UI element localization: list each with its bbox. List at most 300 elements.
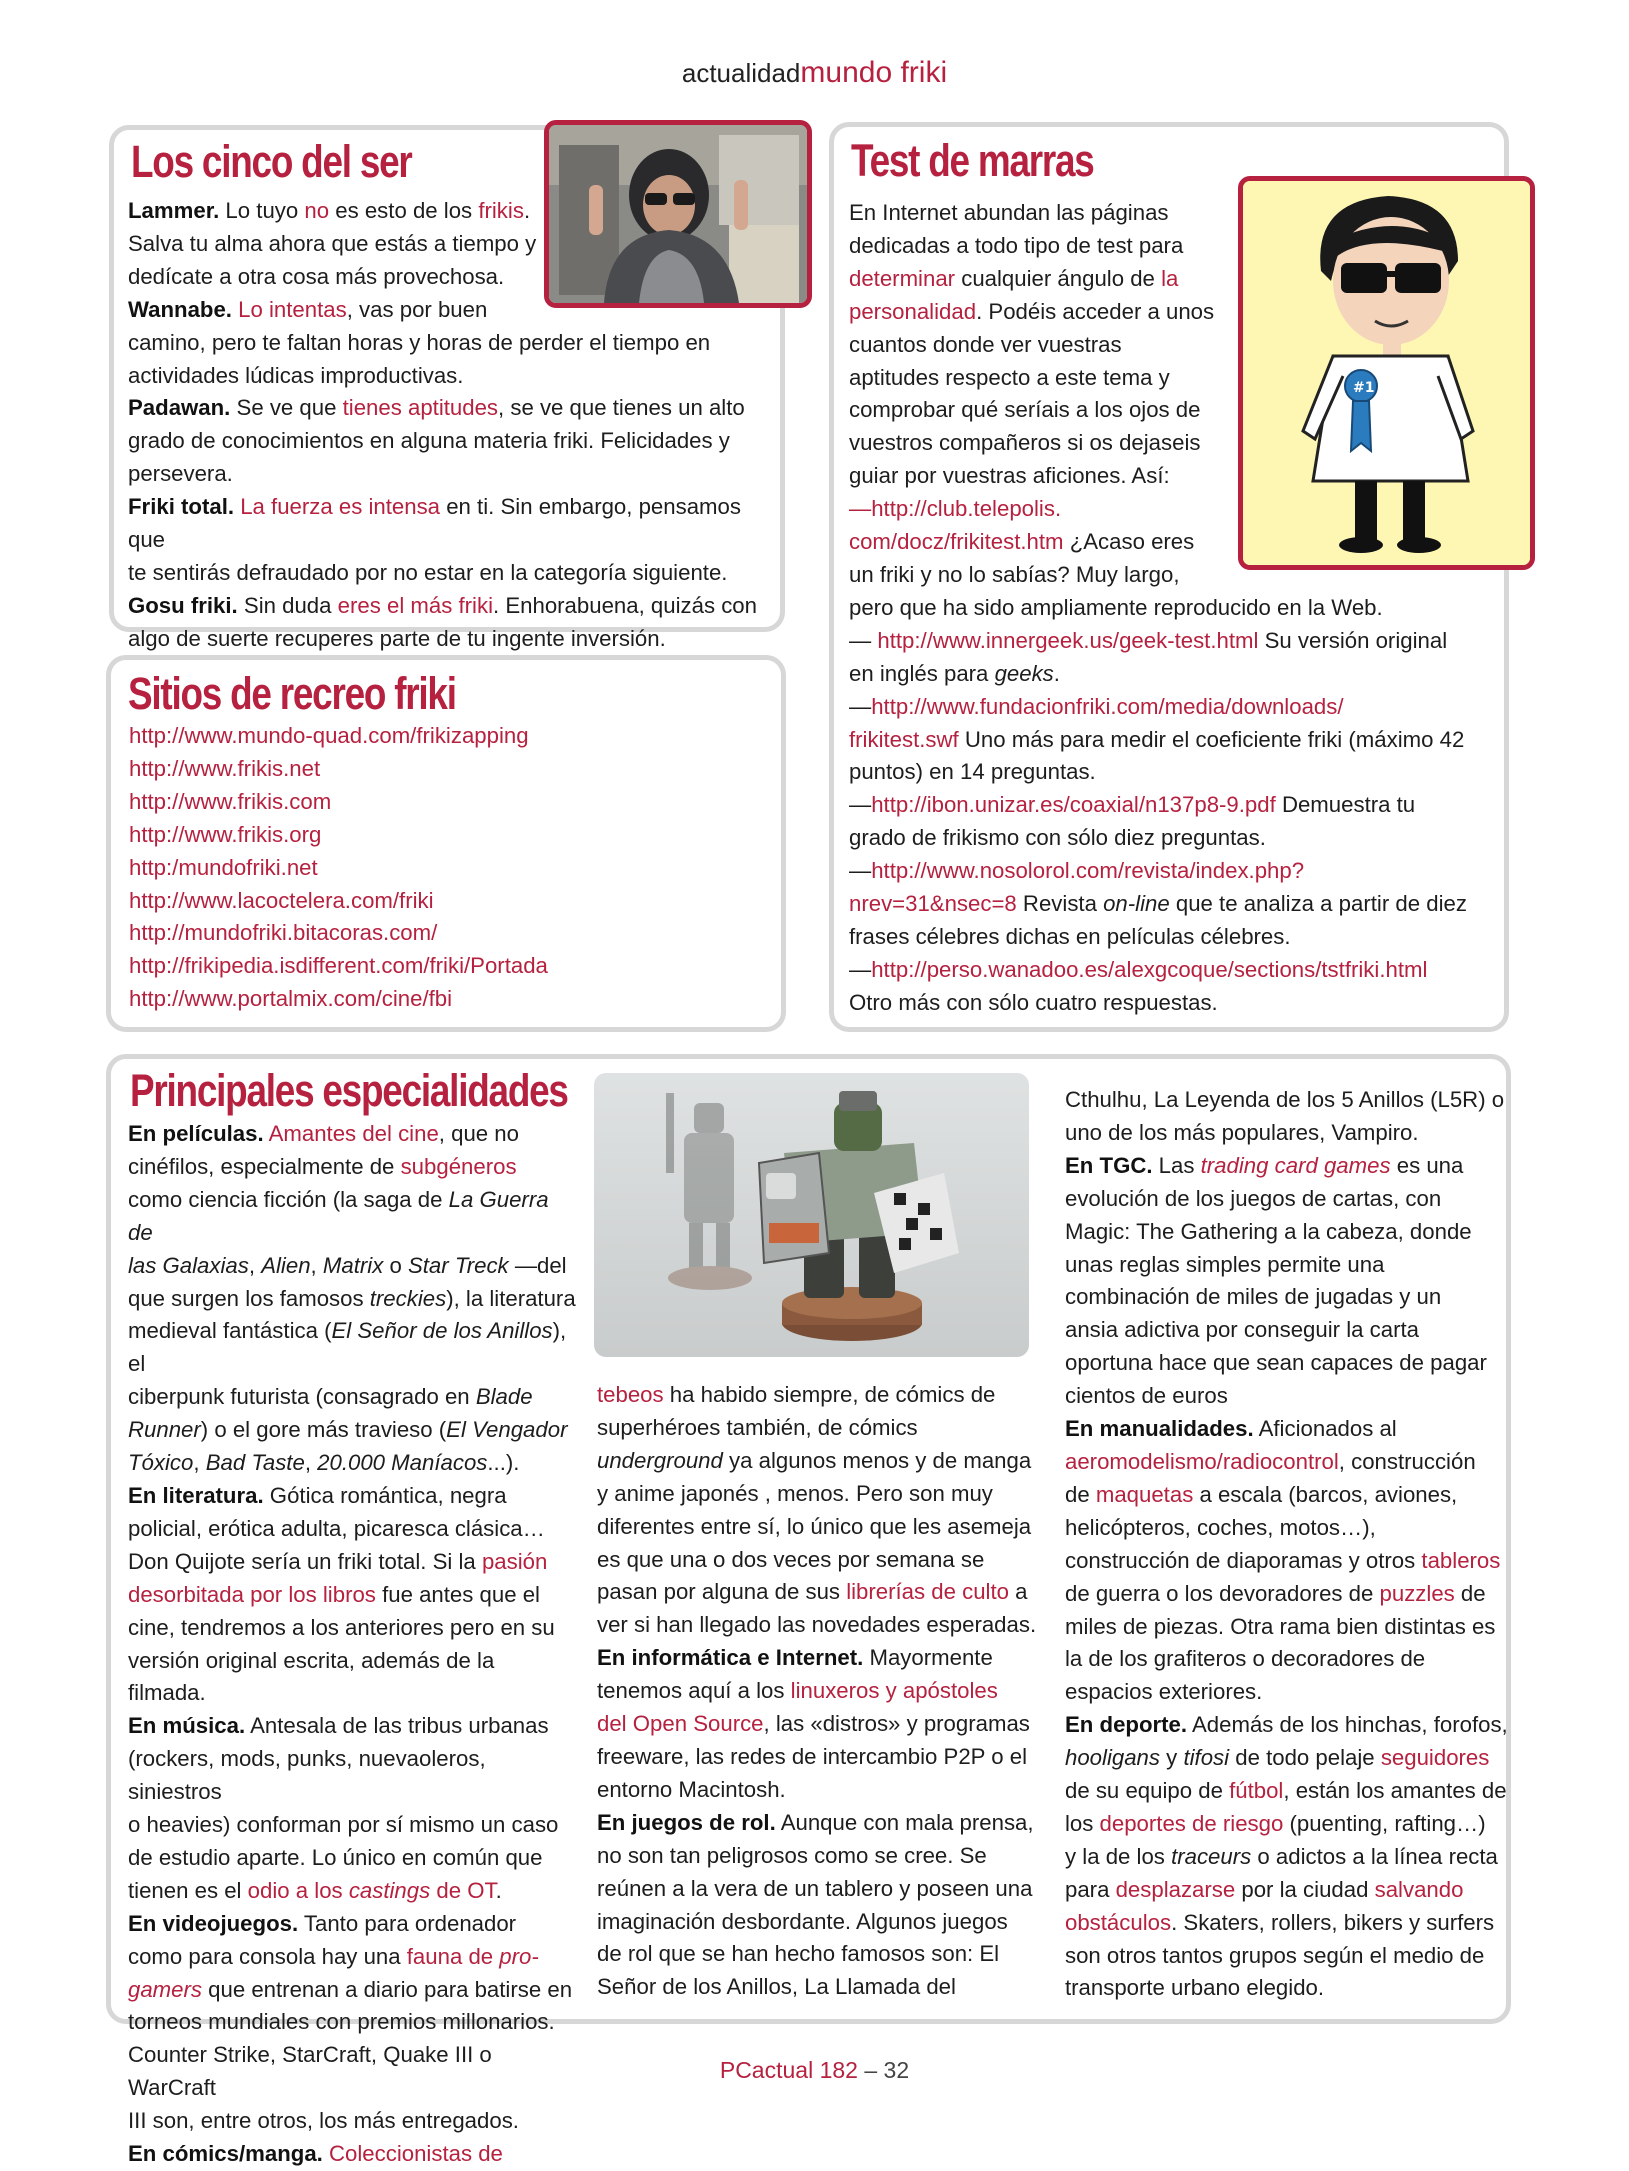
highlight-keyword[interactable]: pro- (499, 1943, 539, 1969)
bold-term: En música. (128, 1713, 246, 1739)
text-line (128, 1513, 578, 1546)
text-run: Mayormente (863, 1645, 993, 1671)
text-line (597, 1840, 1047, 1873)
highlight-keyword[interactable]: Amantes del cine (268, 1121, 439, 1146)
box-sitios (106, 655, 786, 1032)
text-run: grado de conocimientos en alguna materia friki. Felicidades y (128, 428, 730, 454)
text-line (128, 2006, 578, 2039)
text-run: de todo pelaje (1229, 1745, 1381, 1771)
text-line (597, 1873, 1047, 1906)
text-run: y anime japonés , menos. Pero son muy (597, 1480, 993, 1506)
bold-term: En literatura. (128, 1482, 264, 1508)
text-run: reúnen a la vera de un tablero y poseen una (597, 1875, 1033, 1901)
running-header (0, 56, 1629, 90)
text-run: (rockers, mods, punks, nuevaoleros, siniestros (128, 1746, 486, 1805)
link-item[interactable]: http://www.frikis.com (129, 788, 332, 814)
highlight-keyword[interactable]: seguidores (1380, 1745, 1490, 1771)
text-line (1065, 1446, 1515, 1479)
bold-term: En cómics/manga. (128, 2141, 323, 2167)
miniature-figure-image (594, 1073, 1029, 1357)
text-run: guiar por vuestras aficiones. Así: (849, 463, 1170, 489)
text-run: frases célebres dichas en películas célebres. (849, 923, 1291, 949)
text-run: que te analiza a partir de diez (1169, 891, 1467, 917)
box-title: Test de marras (851, 135, 1094, 186)
highlight-keyword[interactable]: obstáculos (1065, 1909, 1172, 1935)
text-line (1065, 1643, 1515, 1676)
text-line (1065, 1150, 1515, 1183)
text-run: Cthulhu, La Leyenda de los 5 Anillos (L5R) o (1065, 1087, 1505, 1112)
text-run: dedícate a otra cosa más provechosa. (128, 263, 505, 289)
text-run: Gótica romántica, negra (263, 1482, 507, 1508)
text-run: cine, tendremos a los anteriores pero en su (128, 1614, 555, 1640)
italic-text: 20.000 Maníacos (317, 1450, 488, 1476)
bold-term: Lammer. (128, 198, 220, 223)
highlight-keyword[interactable]: determinar (849, 265, 956, 291)
text-line (597, 1379, 1047, 1412)
text-run: grado de frikismo con sólo diez preguntas. (849, 825, 1266, 851)
highlight-keyword[interactable]: fauna de (406, 1943, 500, 1969)
bold-term: Friki total. (128, 494, 235, 520)
text-run: Otro más con sólo cuatro respuestas. (849, 989, 1218, 1015)
link-item[interactable]: http://www.frikis.org (129, 821, 322, 847)
text-line (128, 590, 783, 623)
link-item[interactable]: http:/mundofriki.net (129, 854, 318, 880)
text-line (849, 855, 1509, 888)
italic-text: Runner (128, 1417, 201, 1443)
highlight-keyword[interactable]: tebeos (597, 1382, 664, 1407)
footer-page-number: 32 (883, 2057, 910, 2083)
text-line (597, 1642, 1047, 1675)
svg-text:#1: #1 (1353, 380, 1375, 396)
text-line (597, 1708, 1047, 1741)
italic-text: treckies (369, 1285, 447, 1311)
highlight-keyword[interactable]: La fuerza es intensa (240, 494, 441, 520)
text-line (1065, 1512, 1515, 1545)
text-line (128, 1381, 578, 1414)
text-run: — (849, 956, 872, 982)
bold-term: Gosu friki. (128, 592, 238, 618)
text-line (1065, 1940, 1515, 1973)
text-line (1065, 1545, 1515, 1578)
italic-text: Bad Taste (205, 1450, 305, 1476)
highlight-keyword[interactable]: aeromodelismo/radiocontrol (1065, 1448, 1339, 1474)
highlight-keyword[interactable]: trading card games (1200, 1152, 1391, 1178)
text-line (128, 1315, 578, 1381)
highlight-keyword[interactable]: com/docz/frikitest.htm (849, 529, 1064, 555)
text-run: pero que ha sido ampliamente reproducido en la Web. (849, 594, 1383, 620)
text-line (128, 2138, 578, 2171)
text-line (1065, 1413, 1515, 1446)
text-line (1065, 1972, 1515, 2005)
text-line (1065, 1479, 1515, 1512)
text-run: Tanto para ordenador (298, 1910, 517, 1936)
link-item[interactable]: http://www.frikis.net (129, 755, 321, 781)
text-run: Don Quijote sería un friki total. Si la (128, 1548, 482, 1574)
highlight-keyword[interactable]: tienes aptitudes (342, 395, 499, 421)
text-line (128, 1184, 578, 1250)
text-run: aptitudes respecto a este tema y (849, 364, 1170, 390)
text-run: que surgen los famosos (128, 1285, 370, 1311)
text-run: tienen es el (128, 1877, 248, 1903)
text-run: Counter Strike, StarCraft, Quake III o WarCraft (128, 2042, 492, 2101)
italic-text: El Vengador (446, 1417, 568, 1443)
photo-geek-image (549, 125, 807, 303)
text-run: Aficionados al (1253, 1416, 1397, 1442)
text-line (597, 1511, 1047, 1544)
text-run: que entrenan a diario para batirse en (201, 1976, 573, 2002)
text-run: Magic: The Gathering a la cabeza, donde (1065, 1218, 1472, 1244)
text-line (1065, 1084, 1515, 1117)
text-run: en ti. Sin embargo, pensamos que (128, 494, 741, 553)
text-line (849, 954, 1509, 987)
highlight-keyword[interactable]: tableros (1421, 1547, 1501, 1573)
text-line (849, 658, 1509, 691)
text-line (849, 789, 1509, 822)
highlight-keyword[interactable]: http://ibon.unizar.es/coaxial/n137p8-9.pdf (871, 792, 1276, 818)
text-line (1065, 1841, 1515, 1874)
text-run: ver si han llegado las novedades esperadas. (597, 1612, 1037, 1638)
highlight-keyword[interactable]: frikis (478, 198, 524, 223)
highlight-keyword[interactable]: no (304, 198, 330, 223)
text-line (128, 1941, 578, 1974)
text-line (597, 1412, 1047, 1445)
links-list (129, 720, 779, 1016)
text-run: . Podéis acceder a unos (976, 298, 1215, 324)
text-line (1065, 1249, 1515, 1282)
highlight-keyword[interactable]: desorbitada por los libros (128, 1581, 376, 1607)
text-line (1065, 1808, 1515, 1841)
italic-text: on-line (1103, 891, 1170, 917)
bold-term: En informática e Internet. (597, 1645, 864, 1671)
photo-miniature-figures (594, 1073, 1029, 1357)
column-3 (1065, 1084, 1515, 2005)
highlight-keyword[interactable]: fútbol (1229, 1778, 1284, 1804)
text-run: (puenting, rafting…) (1283, 1810, 1486, 1836)
text-run: combinación de miles de jugadas y un (1065, 1284, 1442, 1310)
italic-text: Matrix (322, 1252, 384, 1278)
text-run: , están los amantes de (1283, 1778, 1507, 1804)
text-line (849, 921, 1509, 954)
link-item[interactable]: http://frikipedia.isdifferent.com/friki/Portada (129, 953, 548, 979)
text-run: torneos mundiales con premios millonarios. (128, 2009, 555, 2035)
text-line (849, 888, 1509, 921)
text-line (128, 1283, 578, 1316)
text-line (128, 2105, 578, 2138)
text-line (128, 1480, 578, 1513)
text-line (1065, 1216, 1515, 1249)
text-run: En Internet abundan las páginas (849, 200, 1169, 225)
text-run: pasan por alguna de sus (597, 1579, 847, 1605)
text-line (128, 1908, 578, 1941)
text-run: . (523, 198, 531, 223)
highlight-keyword[interactable]: maquetas (1095, 1481, 1194, 1507)
italic-text: underground (597, 1447, 723, 1473)
text-run: de su equipo de (1065, 1778, 1230, 1804)
text-run: , construcción (1338, 1448, 1476, 1474)
text-line (128, 1579, 578, 1612)
text-line (128, 1743, 578, 1809)
text-run: y (1160, 1745, 1184, 1771)
text-run: de estudio aparte. Lo único en común que (128, 1844, 543, 1870)
text-run: —del (508, 1252, 567, 1278)
text-line (128, 327, 783, 360)
text-line (849, 592, 1509, 625)
text-line (128, 1151, 578, 1184)
text-line (597, 1971, 1047, 2004)
text-run: freeware, las redes de intercambio P2P o el (597, 1743, 1028, 1769)
text-run: policial, erótica adulta, picaresca clásica… (128, 1515, 545, 1541)
geek-illustration (1238, 176, 1535, 570)
text-run: — (849, 693, 872, 719)
text-run: ), el (128, 1318, 567, 1377)
text-run: de guerra o los devoradores de (1065, 1580, 1380, 1606)
text-line (1065, 1281, 1515, 1314)
text-line (128, 458, 783, 491)
highlight-keyword[interactable]: Coleccionistas de (329, 2141, 503, 2167)
box-title: Principales especialidades (130, 1065, 568, 1116)
text-run: tenemos aquí a los (597, 1678, 791, 1704)
header-section: mundo friki (800, 56, 948, 89)
text-run: , (248, 1252, 262, 1278)
text-line (597, 1445, 1047, 1478)
text-run: medieval fantástica ( (128, 1318, 332, 1344)
highlight-keyword[interactable]: —http://club.telepolis. (849, 496, 1062, 522)
text-run: son otros tantos grupos según el medio de (1065, 1942, 1485, 1968)
italic-text: geeks (994, 660, 1054, 686)
highlight-keyword[interactable]: subgéneros (400, 1153, 517, 1179)
text-run: — (849, 858, 872, 884)
highlight-keyword[interactable]: de OT (430, 1877, 496, 1903)
text-run: superhéroes también, de cómics (597, 1414, 918, 1440)
text-run: — (849, 792, 872, 818)
text-run: Revista (1016, 891, 1104, 917)
text-run: Se ve que (230, 395, 343, 421)
text-run: camino, pero te faltan horas y horas de perder el tiempo en (128, 329, 711, 355)
text-run: la de los grafiteros o decoradores de (1065, 1646, 1426, 1672)
text-line (128, 623, 783, 656)
text-line (128, 1612, 578, 1645)
text-run: ...). (487, 1450, 520, 1476)
text-run: es esto de los (329, 198, 479, 223)
text-run: . Enhorabuena, quizás con (493, 592, 757, 618)
text-run: . (1053, 660, 1060, 686)
text-line (1065, 1611, 1515, 1644)
bold-term: En TGC. (1065, 1152, 1153, 1178)
text-run: ansia adictiva por conseguir la carta (1065, 1317, 1419, 1343)
text-run: o (383, 1252, 408, 1278)
highlight-keyword[interactable]: odio a los (247, 1877, 349, 1903)
text-run: y la de los (1065, 1843, 1172, 1869)
text-line (1065, 1742, 1515, 1775)
text-line (1065, 1676, 1515, 1709)
text-run: ciberpunk futurista (consagrado en (128, 1384, 476, 1410)
italic-text: tifosi (1183, 1745, 1230, 1771)
text-run: , vas por buen (346, 296, 488, 322)
text-run: . (495, 1877, 502, 1903)
text-run: , que no (438, 1121, 519, 1146)
text-line (597, 1906, 1047, 1939)
highlight-keyword[interactable]: deportes de riesgo (1099, 1810, 1284, 1836)
text-run: III son, entre otros, los más entregados. (128, 2108, 519, 2134)
highlight-keyword[interactable]: castings (348, 1877, 431, 1903)
bold-term: Wannabe. (128, 296, 232, 322)
text-line (1065, 1709, 1515, 1742)
text-run: . Skaters, rollers, bikers y surfers (1171, 1909, 1495, 1935)
highlight-keyword[interactable]: gamers (128, 1976, 202, 2002)
text-run: ¿Acaso eres (1063, 529, 1195, 555)
link-item[interactable]: http://www.portalmix.com/cine/fbi (129, 986, 453, 1012)
highlight-keyword[interactable]: nrev=31&nsec=8 (849, 891, 1017, 917)
text-run: Las (1152, 1152, 1201, 1178)
text-run: Sin duda (237, 592, 338, 618)
link-item[interactable]: http://mundofriki.bitacoras.com/ (129, 920, 438, 946)
highlight-keyword[interactable]: linuxeros y apóstoles (790, 1678, 998, 1704)
text-run: , (310, 1252, 323, 1278)
text-run: te sentirás defraudado por no estar en la categoría siguiente. (128, 559, 728, 585)
text-line (128, 1842, 578, 1875)
text-run: persevera. (128, 461, 233, 487)
text-run: cualquier ángulo de (955, 265, 1162, 291)
highlight-keyword[interactable]: http://perso.wanadoo.es/alexgcoque/sections/tstfriki.html (871, 956, 1428, 982)
geek-cartoon-icon (1243, 181, 1530, 565)
highlight-keyword[interactable]: desplazarse (1115, 1876, 1236, 1902)
text-run: Demuestra tu (1275, 792, 1416, 818)
text-line (849, 724, 1509, 757)
italic-text: Alien (261, 1252, 311, 1278)
text-run: miles de piezas. Otra rama bien distintas es (1065, 1613, 1496, 1639)
text-run: por la ciudad (1235, 1876, 1375, 1902)
text-line (597, 1478, 1047, 1511)
text-run: ), la literatura (446, 1285, 576, 1311)
text-run: Salva tu alma ahora que estás a tiempo y (128, 230, 537, 256)
page-footer (0, 2057, 1629, 2084)
link-item[interactable]: http://www.lacoctelera.com/friki (129, 887, 434, 913)
highlight-keyword[interactable]: personalidad (849, 298, 977, 324)
text-run: Aunque con mala prensa, (775, 1809, 1034, 1835)
text-run: , se ve que tienes un alto (498, 395, 745, 421)
text-line (128, 1645, 578, 1711)
text-line (597, 1741, 1047, 1774)
text-run: diferentes entre sí, lo único que les asemeja (597, 1513, 1032, 1539)
text-run: transporte urbano elegido. (1065, 1975, 1325, 2001)
text-line (128, 1875, 578, 1908)
column-2 (597, 1379, 1047, 2004)
bold-term: Padawan. (128, 395, 231, 421)
text-run: espacios exteriores. (1065, 1679, 1263, 1705)
text-run: — (849, 627, 878, 653)
text-line (128, 1809, 578, 1842)
header-prefix: actualidad (681, 58, 801, 88)
text-run: los (1065, 1810, 1100, 1836)
bold-term: En manualidades. (1065, 1416, 1254, 1442)
text-line (128, 1414, 578, 1447)
italic-text: traceurs (1171, 1843, 1252, 1869)
text-run: como ciencia ficción (la saga de (128, 1186, 449, 1212)
text-line (1065, 1907, 1515, 1940)
highlight-keyword[interactable]: http://www.fundacionfriki.com/media/downloads/ (871, 693, 1344, 719)
text-run: a escala (barcos, aviones, (1193, 1481, 1458, 1507)
bold-term: En videojuegos. (128, 1910, 299, 1936)
footer-magazine: PCactual 182 (719, 2057, 858, 2083)
text-line (1065, 1775, 1515, 1808)
text-run: algo de suerte recuperes parte de tu ingente inversión. (128, 625, 666, 651)
text-run: como para consola hay una (128, 1943, 407, 1969)
highlight-keyword[interactable]: eres el más friki (337, 592, 494, 618)
box-title: Sitios de recreo friki (128, 668, 456, 719)
text-run: imaginación desbordante. Algunos juegos (597, 1908, 1008, 1934)
text-run: de rol que se han hecho famosos son: El (597, 1941, 1000, 1967)
text-line (597, 1774, 1047, 1807)
highlight-keyword[interactable]: Lo intentas (238, 296, 347, 322)
bold-term: En juegos de rol. (597, 1809, 776, 1835)
text-run: ) o el gore más travieso ( (200, 1417, 447, 1443)
text-run: , (193, 1450, 206, 1476)
text-run: actividades lúdicas improductivas. (128, 362, 464, 388)
text-line (128, 1250, 578, 1283)
highlight-keyword[interactable]: pasión (481, 1548, 548, 1574)
text-line (128, 491, 783, 557)
text-run: no son tan peligrosos como se cree. Se (597, 1842, 987, 1868)
text-line (597, 1938, 1047, 1971)
text-run: es una (1390, 1152, 1464, 1178)
text-run: entorno Macintosh. (597, 1776, 786, 1802)
text-run: o heavies) conforman por sí mismo un caso (128, 1812, 559, 1838)
text-run: , las «distros» y programas (763, 1711, 1030, 1737)
text-line (1065, 1183, 1515, 1216)
italic-text: La Guerra de (128, 1186, 549, 1245)
column-1 (128, 1118, 578, 2171)
link-item[interactable]: http://www.mundo-quad.com/frikizapping (129, 723, 529, 748)
italic-text: las Galaxias (128, 1252, 249, 1278)
text-run: versión original escrita, además de la filmada. (128, 1647, 495, 1706)
italic-text: Star Treck (407, 1252, 509, 1278)
highlight-keyword[interactable]: http://www.innergeek.us/geek-test.html (877, 627, 1259, 653)
text-run: de (1065, 1481, 1096, 1507)
text-run: de (1454, 1580, 1486, 1606)
highlight-keyword[interactable]: del Open Source (597, 1711, 764, 1737)
text-line (128, 392, 783, 425)
text-run: Además de los hinchas, forofos, (1187, 1712, 1508, 1738)
text-line (1065, 1380, 1515, 1413)
text-run: fue antes que el (375, 1581, 540, 1607)
text-line (1065, 1117, 1515, 1150)
text-run: puntos) en 14 preguntas. (849, 759, 1096, 785)
italic-text: Blade (475, 1384, 533, 1410)
text-run: cientos de euros (1065, 1383, 1228, 1409)
highlight-keyword[interactable]: salvando (1374, 1876, 1464, 1902)
text-run: uno de los más populares, Vampiro. (1065, 1119, 1419, 1145)
text-line (128, 1710, 578, 1743)
highlight-keyword[interactable]: puzzles (1379, 1580, 1455, 1606)
highlight-keyword[interactable]: frikitest.swf (849, 726, 959, 752)
text-run: en inglés para (849, 660, 995, 686)
italic-text: El Señor de los Anillos (331, 1318, 553, 1344)
text-run: Antesala de las tribus urbanas (245, 1713, 549, 1739)
italic-text: Tóxico (128, 1450, 194, 1476)
text-line (1065, 1347, 1515, 1380)
text-run: , (304, 1450, 318, 1476)
highlight-keyword[interactable]: librerías de culto (846, 1579, 1009, 1605)
text-line (849, 756, 1509, 789)
text-line (128, 1118, 578, 1151)
text-run: evolución de los juegos de cartas, con (1065, 1185, 1442, 1211)
highlight-keyword[interactable]: la (1161, 265, 1179, 291)
text-line (597, 1807, 1047, 1840)
text-run: cuantos donde ver vuestras (849, 331, 1122, 357)
text-line (597, 1675, 1047, 1708)
text-run: helicópteros, coches, motos…), (1065, 1514, 1376, 1540)
highlight-keyword[interactable]: http://www.nosolorol.com/revista/index.php? (871, 858, 1305, 884)
